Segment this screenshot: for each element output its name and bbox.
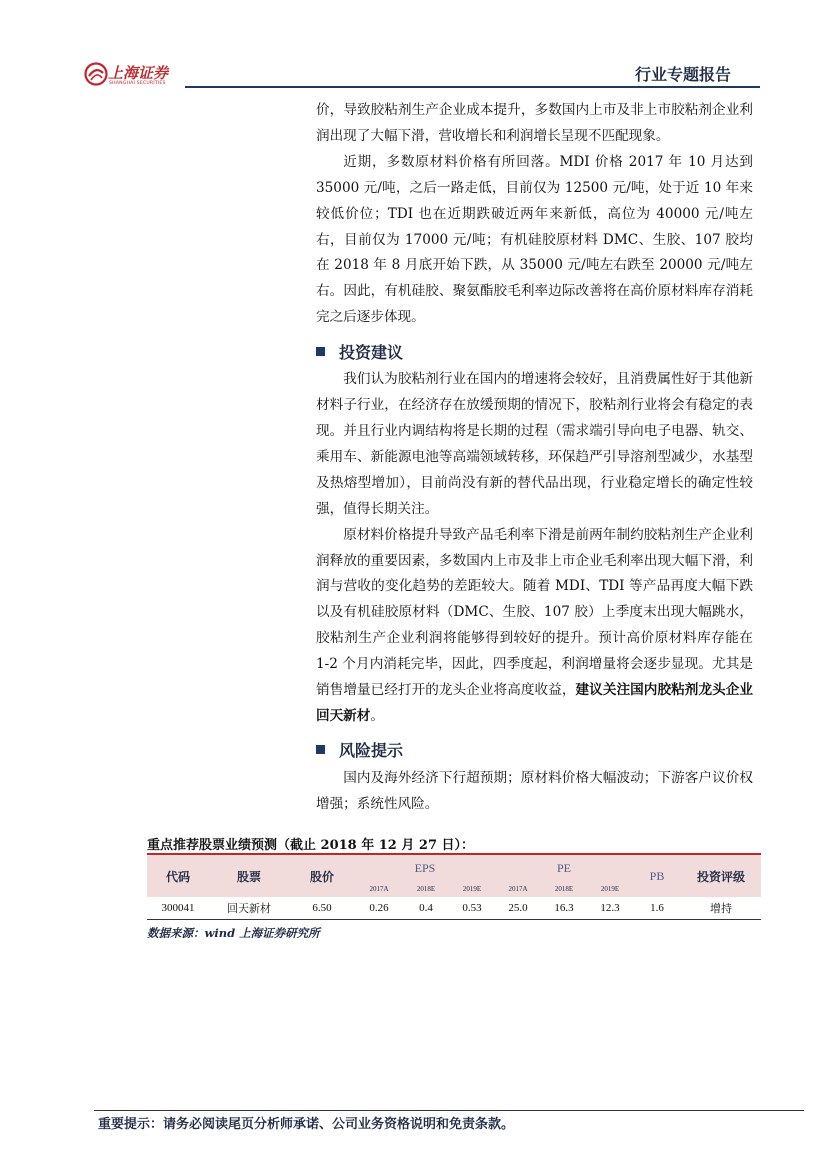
table-row: [147, 897, 761, 920]
paragraph: [316, 523, 753, 730]
cell-price: 6.50: [289, 897, 355, 920]
footer-notice: 重要提示：请务必阅读尾页分析师承诺、公司业务资格说明和免责条款。: [98, 1117, 515, 1132]
header-eps: EPS: [355, 854, 495, 881]
header-year: 2017A: [495, 881, 541, 897]
logo-subtext: SHANGHAI SECURITIES: [109, 81, 166, 86]
company-logo: [84, 60, 194, 92]
cell-pe: 25.0: [495, 897, 541, 920]
paragraph-end: 。: [370, 707, 384, 724]
paragraph-text: 原材料价格提升导致产品毛利率下滑是前两年制约胶粘剂生产企业利润释放的重要因素，多数国内上市及非上市企业毛利率出现大幅下滑，利润与营收的变化趋势的差距较大。随着 MDI、TDI 等产品再度大幅下跌以及有机硅胶原材料（DMC、生胶、107 胶）上季度末出现大幅跳水，胶粘剂生产企业利润将能够得到较好的提升。预计高价原材料库存能在 1-2 个月内消耗完毕，因此，四季度起，利润增量将会逐步显现。尤其是销售增量已经打开的龙头企业将高度收益，: [316, 526, 753, 699]
cell-stock: 回天新材: [209, 897, 289, 920]
logo-emblem-icon: [84, 62, 108, 86]
header-year: 2018E: [403, 881, 449, 897]
cell-eps: 0.53: [449, 897, 495, 920]
cell-eps: 0.4: [403, 897, 449, 920]
table-title: 重点推荐股票业绩预测（截止 2018 年 12 月 27 日）：: [147, 838, 475, 853]
paragraph: 近期，多数原材料价格有所回落。MDI 价格 2017 年 10 月达到 35000 元/吨，之后一路走低，目前仅为 12500 元/吨，处于近 10 年来较低价位；TDI 也在近期跌破近两年来新低，高位为 40000 元/吨左右，目前仅为 17000 元/吨；有机硅胶原材料 DMC、生胶、107 胶均在 2018 年 8 月底开始下跌，从 35000 元/吨左右跌至 20000 元/吨左右。因此，有机硅胶、聚氨酯胶毛利率边际改善将在高价原材料库存消耗完之后逐步体现。: [316, 153, 753, 326]
section-title: 风险提示: [339, 741, 404, 761]
header-code: 代码: [147, 854, 209, 897]
section-heading: [316, 734, 753, 766]
section-heading: [316, 335, 753, 367]
header-year: 2019E: [449, 881, 495, 897]
square-bullet-icon: [316, 745, 325, 754]
cell-code: 300041: [147, 897, 209, 920]
header-stock: 股票: [209, 854, 289, 897]
cell-pe: 12.3: [587, 897, 633, 920]
header-year: 2018E: [541, 881, 587, 897]
report-body: [316, 98, 753, 818]
cell-pb: 1.6: [633, 897, 681, 920]
forecast-table: [147, 853, 761, 920]
paragraph: 价，导致胶粘剂生产企业成本提升，多数国内上市及非上市胶粘剂企业利润出现了大幅下滑，营收增长和利润增长呈现不匹配现象。: [316, 102, 753, 144]
paragraph: 国内及海外经济下行超预期；原材料价格大幅波动；下游客户议价权增强；系统性风险。: [316, 769, 753, 812]
header-rating: 投资评级: [681, 854, 761, 897]
section-title: 投资建议: [339, 342, 404, 362]
header-year: 2019E: [587, 881, 633, 897]
header-pb: PB: [633, 854, 681, 897]
header-divider: [185, 86, 760, 88]
header-pe: PE: [495, 854, 633, 881]
cell-eps: 0.26: [355, 897, 403, 920]
footer-divider: [94, 1110, 804, 1111]
logo-text: 上海证券: [108, 64, 169, 82]
header-year: 2017A: [355, 881, 403, 897]
table-source: 数据来源：wind 上海证券研究所: [147, 926, 320, 940]
cell-rating: 增持: [681, 897, 761, 920]
cell-pe: 16.3: [541, 897, 587, 920]
square-bullet-icon: [316, 347, 325, 356]
recommendation-highlight: 建议关注国内胶粘剂龙头企业回天新材: [316, 682, 754, 724]
header-price: 股价: [289, 854, 355, 897]
report-type-title: 行业专题报告: [634, 65, 731, 84]
paragraph: 我们认为胶粘剂行业在国内的增速将会较好，且消费属性好于其他新材料子行业，在经济存在放缓预期的情况下，胶粘剂行业将会有稳定的表现。并且行业内调结构将是长期的过程（需求端引导向电子电器、轨交、乘用车、新能源电池等高端领域转移，环保趋严引导溶剂型减少，水基型及热熔型增加），目前尚没有新的替代品出现，行业稳定增长的确定性较强，值得长期关注。: [316, 371, 753, 517]
